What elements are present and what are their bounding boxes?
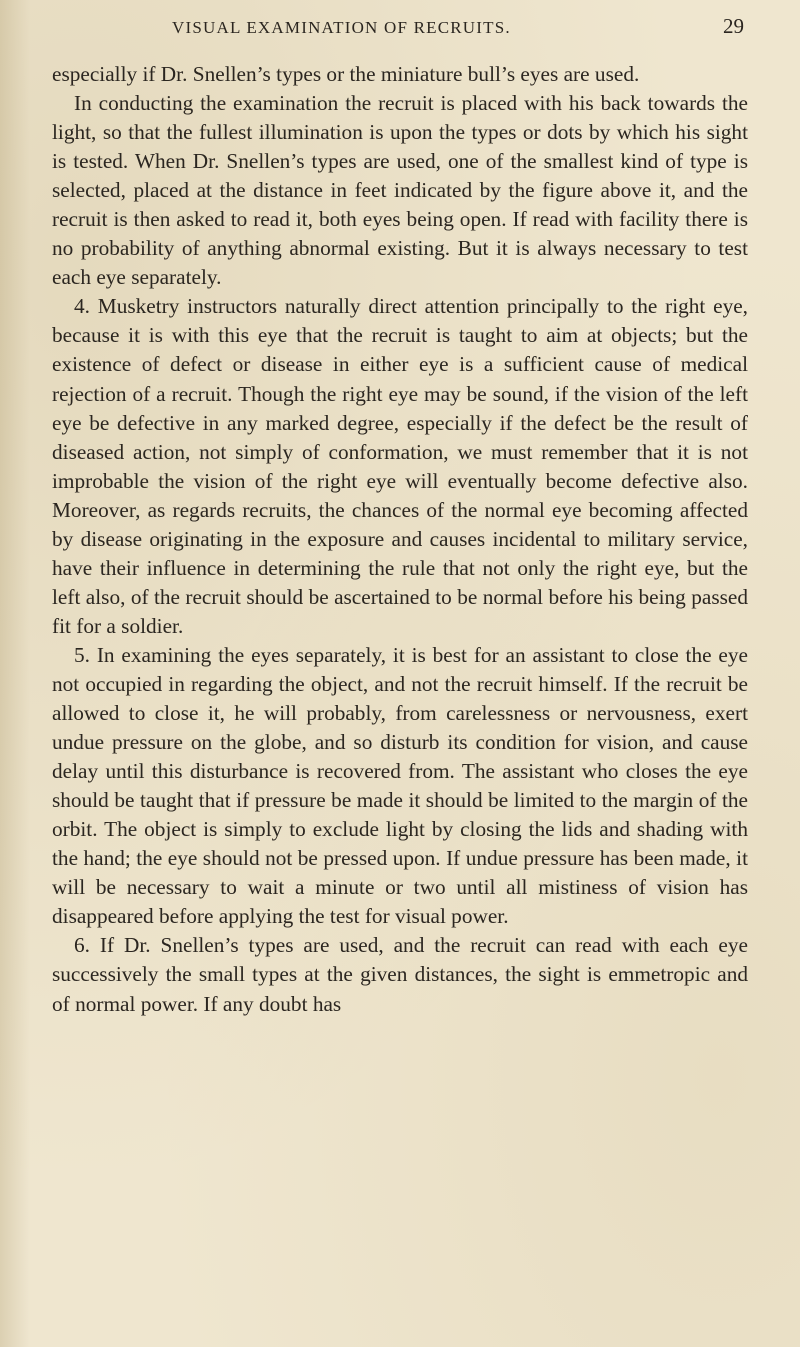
running-head [52,12,748,46]
paragraph-4-musketry: 4. Musketry instructors naturally direct attention principally to the right eye, because it is with this eye that the recruit is taught to aim at objects; but the existence of defect or disease in either eye is a sufficient cause of medical rejection of a recruit. Though the right eye may be sound, if the vision of the left eye be defective in any marked degree, especially if the defect be the result of diseased action, not simply of conformation, we must remember that it is not improbable the vision of the right eye will eventually become defective also. Moreover, as regards recruits, the chances of the normal eye becoming affected by disease originating in the exposure and causes incidental to military service, have their influence in determining the rule that not only the right eye, but the left also, of the recruit should be ascertained to be normal before his being passed fit for a soldier. [52,294,748,638]
running-title: VISUAL EXAMINATION OF RECRUITS. [172,18,511,37]
body-text [52,60,748,1019]
page-number: 29 [723,14,744,38]
paragraph-6-snellen-types: 6. If Dr. Snellen’s types are used, and the recruit can read with each eye successively the small types at the given distances, the sight is emmetropic and of normal power. If any doubt has [52,933,748,1016]
paragraph-continuation: especially if Dr. Snellen’s types or the miniature bull’s eyes are used. [52,62,640,86]
paragraph-examination-procedure: In conducting the examination the recruit is placed with his back towards the light, so that the fullest illumination is upon the types or dots by which his sight is tested. When Dr. Snellen’s types are used, one of the smallest kind of type is selected, placed at the distance in feet indicated by the figure above it, and the recruit is then asked to read it, both eyes being open. If read with facility there is no probability of anything abnormal existing. But it is always necessary to test each eye separately. [52,91,748,290]
paragraph-5-separate-examination: 5. In examining the eyes separately, it is best for an assistant to close the eye not occupied in regarding the object, and not the recruit himself. If the recruit be allowed to close it, he will probably, from carelessness or nervousness, exert undue pressure on the globe, and so disturb its condition for vision, and cause delay until this disturbance is recovered from. The assistant who closes the eye should be taught that if pressure be made it should be limited to the margin of the orbit. The object is simply to exclude light by closing the lids and shading with the hand; the eye should not be pressed upon. If undue pressure has been made, it will be necessary to wait a minute or two until all mistiness of vision has disappeared before applying the test for visual power. [52,642,748,929]
